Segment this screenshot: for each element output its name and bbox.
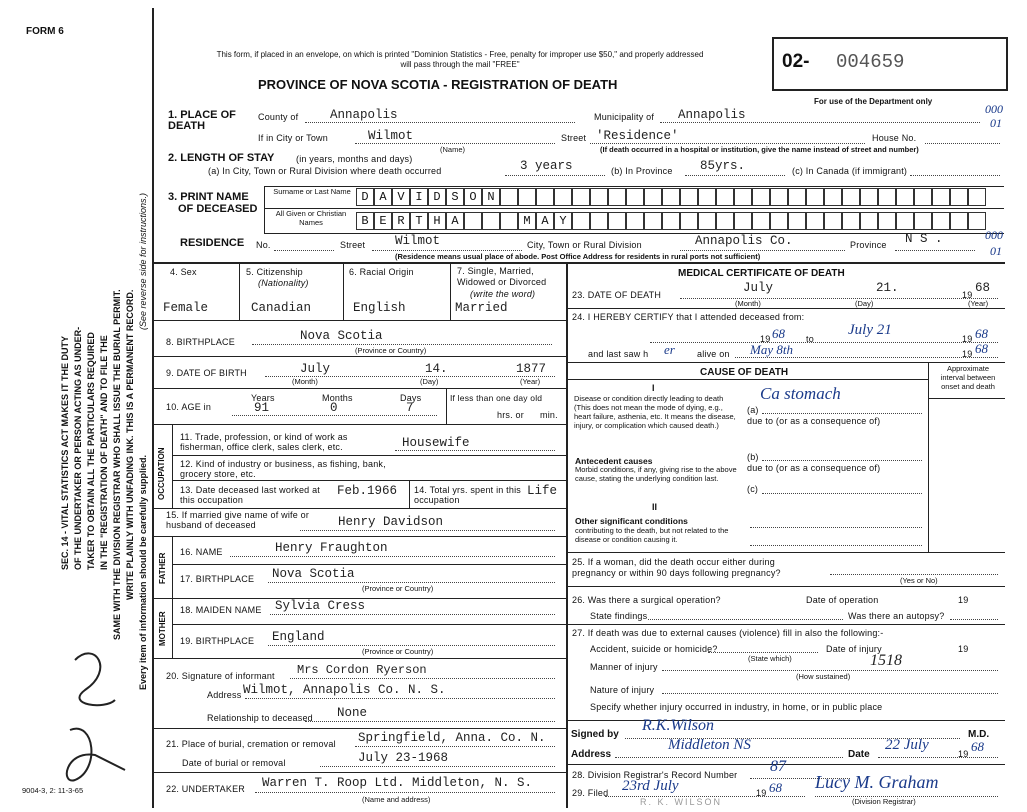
residence-city-value: Annapolis Co. bbox=[695, 234, 793, 248]
residence-province-label: Province bbox=[850, 240, 887, 250]
injury-date-label: Date of injury bbox=[826, 644, 882, 654]
stay-b-value: 85yrs. bbox=[700, 159, 746, 173]
sign-year: 68 bbox=[971, 739, 984, 754]
occupation-side-label: OCCUPATION bbox=[157, 447, 166, 500]
hrs-label: hrs. or bbox=[497, 410, 524, 420]
dept-code-2: 01 bbox=[990, 116, 1002, 130]
city-name-caption: (Name) bbox=[440, 145, 466, 154]
street-label: Street bbox=[561, 133, 587, 143]
name-letter-box bbox=[788, 212, 806, 230]
attend-to-label: to bbox=[806, 334, 814, 344]
autopsy-label: Was there an autopsy? bbox=[848, 611, 945, 621]
name-letter-box bbox=[752, 188, 770, 206]
physician-address-value: Middleton NS bbox=[668, 737, 751, 753]
mother-birthplace-caption: (Province or Country) bbox=[362, 647, 434, 656]
days-label: Days bbox=[400, 393, 422, 403]
citizenship-label: 5. Citizenship bbox=[246, 267, 303, 277]
side-instruction-6: WRITE PLAINLY WITH UNFADING INK. THIS IS A PERMANENT RECORD. bbox=[125, 289, 135, 600]
last-year: 68 bbox=[975, 341, 988, 356]
side-instruction-2: OF THE UNDERTAKER OR PERSON ACTING AS UNDER- bbox=[73, 326, 83, 570]
residence-note: (Residence means usual place of abode. Post Office Address for residents in rural ports not sufficient) bbox=[395, 252, 761, 261]
informant-address-value: Wilmot, Annapolis Co. N. S. bbox=[243, 683, 446, 697]
name-letter-box bbox=[572, 188, 590, 206]
name-letter-box: B bbox=[356, 212, 374, 230]
q28-label: 28. Division Registrar's Record Number bbox=[572, 770, 738, 780]
name-letter-box bbox=[500, 212, 518, 230]
accident-label: Accident, suicide or homicide? bbox=[590, 644, 718, 654]
name-letter-box bbox=[824, 212, 842, 230]
manner-label: Manner of injury bbox=[590, 662, 658, 672]
total-years-label: 14. Total yrs. spent in this occupation bbox=[414, 485, 521, 505]
name-letter-box bbox=[968, 212, 986, 230]
name-letter-box bbox=[968, 188, 986, 206]
name-letter-box bbox=[644, 212, 662, 230]
stay-label: 2. LENGTH OF STAY bbox=[168, 152, 275, 164]
spouse-label: 15. If married give name of wife or husband of deceased bbox=[166, 510, 310, 530]
alive-date: May 8th bbox=[750, 342, 793, 357]
medical-header: MEDICAL CERTIFICATE OF DEATH bbox=[678, 268, 845, 279]
father-birthplace-caption: (Province or Country) bbox=[362, 584, 434, 593]
q28-value: 87 bbox=[770, 758, 786, 775]
given-label: All Given or Christian Names bbox=[275, 209, 347, 227]
section-divider bbox=[152, 262, 1005, 264]
attend-to-year-prefix: 19 bbox=[962, 334, 973, 344]
part-one: I bbox=[652, 383, 655, 393]
alive-label: alive on bbox=[697, 349, 730, 359]
name-letter-box: O bbox=[464, 188, 482, 206]
name-letter-box bbox=[878, 188, 896, 206]
center-divider bbox=[566, 262, 568, 808]
stay-a-label: (a) In City, Town or Rural Division where death occurred bbox=[208, 166, 442, 176]
interval-header: Approximate interval between onset and death bbox=[940, 364, 996, 391]
stay-b-label: (b) In Province bbox=[611, 166, 673, 176]
dob-day-caption: (Day) bbox=[420, 377, 439, 386]
name-letter-box bbox=[590, 212, 608, 230]
dod-month: July bbox=[743, 281, 774, 295]
name-letter-box bbox=[572, 212, 590, 230]
name-letter-box bbox=[932, 212, 950, 230]
surname-label: Surname or Last Name bbox=[273, 187, 351, 196]
serial-prefix: 02- bbox=[782, 51, 810, 72]
burial-date-label: Date of burial or removal bbox=[182, 758, 286, 768]
sign-year-prefix: 19 bbox=[958, 749, 969, 759]
side-instruction-3: TAKER TO OBTAIN ALL THE PARTICULARS REQUIRED bbox=[86, 332, 96, 570]
residence-province-value: N S . bbox=[905, 232, 943, 246]
burial-label: 21. Place of burial, cremation or removal bbox=[166, 739, 336, 749]
last-worked-label: 13. Date deceased last worked at this occupation bbox=[180, 485, 320, 505]
md-label: M.D. bbox=[968, 729, 990, 740]
filed-year-prefix: 19 bbox=[756, 788, 767, 798]
name-letter-box bbox=[644, 188, 662, 206]
name-letter-box bbox=[518, 188, 536, 206]
undertaker-value: Warren T. Roop Ltd. Middleton, N. S. bbox=[262, 776, 533, 790]
side-instruction-8: (See reverse side for instructions.) bbox=[138, 192, 148, 330]
trade-label: 11. Trade, profession, or kind of work as fisherman, office clerk, sales clerk, etc. bbox=[180, 432, 348, 452]
name-letter-box bbox=[554, 188, 572, 206]
last-worked-value: Feb.1966 bbox=[337, 484, 398, 498]
yes-no-caption: (Yes or No) bbox=[900, 576, 938, 585]
dob-year-caption: (Year) bbox=[520, 377, 541, 386]
citizenship-value: Canadian bbox=[251, 301, 312, 315]
main-frame-left bbox=[152, 8, 154, 808]
q26-label: 26. Was there a surgical operation? bbox=[572, 595, 721, 605]
name-letter-box bbox=[770, 212, 788, 230]
name-letter-box bbox=[608, 212, 626, 230]
residence-no-label: No. bbox=[256, 240, 271, 250]
stay-a-value: 3 years bbox=[520, 159, 573, 173]
dob-month-caption: (Month) bbox=[292, 377, 318, 386]
name-letter-box bbox=[842, 212, 860, 230]
side-instruction-4: IN THE "REGISTRATION OF DEATH" AND TO FILE THE bbox=[99, 335, 109, 570]
form-title: PROVINCE OF NOVA SCOTIA - REGISTRATION OF DEATH bbox=[258, 77, 618, 92]
dob-month: July bbox=[300, 362, 331, 376]
state-findings-label: State findings bbox=[590, 611, 648, 621]
stay-sub: (in years, months and days) bbox=[296, 154, 413, 164]
due-to-2: due to (or as a consequence of) bbox=[747, 463, 881, 473]
operation-year-prefix: 19 bbox=[958, 595, 969, 605]
q29-label: 29. Filed bbox=[572, 788, 609, 798]
maiden-name-label: 18. MAIDEN NAME bbox=[180, 605, 262, 615]
dod-month-caption: (Month) bbox=[735, 299, 761, 308]
name-letter-box: A bbox=[374, 188, 392, 206]
father-name-label: 16. NAME bbox=[180, 547, 223, 557]
attend-to-date: July 21 bbox=[848, 322, 892, 338]
residence-city-label: City, Town or Rural Division bbox=[527, 240, 642, 250]
marginal-signature bbox=[55, 630, 145, 800]
name-letter-box bbox=[806, 212, 824, 230]
filed-year: 68 bbox=[769, 780, 782, 795]
cause-header: CAUSE OF DEATH bbox=[700, 367, 789, 378]
sign-date-label: Date bbox=[848, 749, 870, 760]
cause-a-label: (a) bbox=[747, 405, 759, 415]
trade-value: Housewife bbox=[402, 436, 470, 450]
marital-value: Married bbox=[455, 301, 508, 315]
physician-address-label: Address bbox=[571, 749, 612, 760]
name-letter-box bbox=[842, 188, 860, 206]
residence-code-1: 000 bbox=[985, 228, 1003, 242]
sex-value: Female bbox=[163, 301, 209, 315]
name-letter-box: S bbox=[446, 188, 464, 206]
hospital-note: (If death occurred in a hospital or institution, give the name instead of street and number) bbox=[600, 145, 919, 154]
dod-day-caption: (Day) bbox=[855, 299, 874, 308]
registrar-signature: Lucy M. Graham bbox=[815, 772, 939, 792]
name-letter-box bbox=[860, 212, 878, 230]
cause-c-label: (c) bbox=[747, 484, 759, 494]
name-letter-box bbox=[500, 188, 518, 206]
marital-label: 7. Single, Married, Widowed or Divorced bbox=[457, 266, 547, 287]
attend-label: 24. I HEREBY CERTIFY that I attended deceased from: bbox=[572, 312, 805, 322]
mail-notice: This form, if placed in an envelope, on which is printed "Dominion Statistics - Free, penalty for improper use $50," and properly addressed will pass through the mail "FREE" bbox=[216, 50, 704, 69]
name-letter-box bbox=[626, 212, 644, 230]
name-letter-box bbox=[662, 212, 680, 230]
birthplace-label: 8. BIRTHPLACE bbox=[166, 337, 235, 347]
mother-side-label: MOTHER bbox=[158, 611, 167, 646]
q25-label: 25. If a woman, did the death occur either during pregnancy or within 90 days following pregnancy? bbox=[572, 557, 781, 578]
name-letter-box bbox=[536, 188, 554, 206]
dod-day: 21. bbox=[876, 281, 899, 295]
name-letter-box bbox=[806, 188, 824, 206]
undertaker-label: 22. UNDERTAKER bbox=[166, 784, 245, 794]
informant-sig-label: 20. Signature of informant bbox=[166, 671, 275, 681]
name-letter-box bbox=[662, 188, 680, 206]
age-days: 7 bbox=[406, 401, 414, 415]
name-label-1: 3. PRINT NAME bbox=[168, 191, 249, 203]
name-letter-box bbox=[950, 188, 968, 206]
how-sustained-caption: (How sustained) bbox=[796, 672, 851, 681]
min-label: min. bbox=[540, 410, 558, 420]
father-name-value: Henry Fraughton bbox=[275, 541, 388, 555]
county-label: County of bbox=[258, 112, 299, 122]
name-letter-box bbox=[698, 188, 716, 206]
name-letter-box bbox=[716, 212, 734, 230]
residence-label: RESIDENCE bbox=[180, 237, 245, 249]
name-letter-box bbox=[914, 212, 932, 230]
attend-to-year: 68 bbox=[975, 326, 988, 341]
birthplace-value: Nova Scotia bbox=[300, 329, 383, 343]
other-conditions-label: Other significant conditions bbox=[575, 516, 688, 526]
physician-stamp: R. K. WILSON bbox=[640, 797, 723, 807]
name-letter-box bbox=[878, 212, 896, 230]
informant-sig-value: Mrs Cordon Ryerson bbox=[297, 663, 427, 677]
months-label: Months bbox=[322, 393, 353, 403]
place-label: 1. PLACE OF DEATH bbox=[168, 109, 236, 132]
antecedent-sub: Morbid conditions, if any, giving rise to the above cause, stating the underlying condition last. bbox=[575, 465, 737, 483]
side-instruction-5: SAME WITH THE DIVISION REGISTRAR WHO SHALL ISSUE THE BURIAL PERMIT. bbox=[112, 289, 122, 640]
name-letter-box bbox=[680, 188, 698, 206]
residence-code-2: 01 bbox=[990, 244, 1002, 258]
years-label: Years bbox=[251, 393, 275, 403]
name-letter-box bbox=[680, 212, 698, 230]
name-letter-box: T bbox=[410, 212, 428, 230]
dept-code-1: 000 bbox=[985, 102, 1003, 116]
name-letter-box: E bbox=[374, 212, 392, 230]
name-letter-box bbox=[698, 212, 716, 230]
age-months: 0 bbox=[330, 401, 338, 415]
name-label-2: OF DECEASED bbox=[178, 203, 258, 215]
name-letter-box bbox=[788, 188, 806, 206]
age-label: 10. AGE in bbox=[166, 402, 212, 412]
name-letter-box bbox=[896, 188, 914, 206]
business-label: 12. Kind of industry or business, as fishing, bank, grocery store, etc. bbox=[180, 459, 386, 479]
name-letter-box bbox=[824, 188, 842, 206]
name-letter-box bbox=[770, 188, 788, 206]
signed-label: Signed by bbox=[571, 729, 619, 740]
city-label: If in City or Town bbox=[258, 133, 328, 143]
dod-year-prefix: 19 bbox=[962, 290, 973, 300]
state-which-caption: (State which) bbox=[748, 654, 792, 663]
serial-box bbox=[772, 37, 1008, 91]
stay-c-label: (c) In Canada (if immigrant) bbox=[792, 166, 908, 176]
name-letter-box: N bbox=[482, 188, 500, 206]
name-letter-box bbox=[860, 188, 878, 206]
name-letter-box bbox=[608, 188, 626, 206]
spouse-value: Henry Davidson bbox=[338, 515, 444, 529]
dob-day: 14. bbox=[425, 362, 448, 376]
form-number: FORM 6 bbox=[26, 26, 64, 37]
dob-year: 1877 bbox=[516, 362, 547, 376]
last-saw-pronoun: er bbox=[664, 342, 675, 357]
citizenship-sub: (Nationality) bbox=[258, 278, 309, 288]
residence-street-value: Wilmot bbox=[395, 234, 441, 248]
racial-value: English bbox=[353, 301, 406, 315]
birthplace-caption: (Province or Country) bbox=[355, 346, 427, 355]
name-letter-box: V bbox=[392, 188, 410, 206]
name-letter-box bbox=[896, 212, 914, 230]
name-letter-box: I bbox=[410, 188, 428, 206]
last-year-prefix: 19 bbox=[962, 349, 973, 359]
part-two: II bbox=[652, 502, 658, 512]
mother-birthplace-label: 19. BIRTHPLACE bbox=[180, 636, 255, 646]
dod-label: 23. DATE OF DEATH bbox=[572, 290, 662, 300]
name-letter-box: A bbox=[536, 212, 554, 230]
name-letter-box bbox=[716, 188, 734, 206]
county-value: Annapolis bbox=[330, 108, 398, 122]
direct-cause-label: Disease or condition directly leading to death (This does not mean the mode of dying, e.g., heart failure, asthenia, etc. It means the disease, injury, or complication which caused death.) bbox=[574, 394, 736, 430]
injury-year-prefix: 19 bbox=[958, 644, 969, 654]
filed-date: 23rd July bbox=[622, 778, 679, 794]
antecedent-label: Antecedent causes bbox=[575, 456, 653, 466]
last-saw-label: and last saw h bbox=[588, 349, 649, 359]
residence-street-label: Street bbox=[340, 240, 366, 250]
attend-from-prefix: 19 bbox=[760, 334, 771, 344]
serial-number: 004659 bbox=[836, 51, 905, 73]
maiden-name-value: Sylvia Cress bbox=[275, 599, 366, 613]
sex-label: 4. Sex bbox=[170, 267, 197, 277]
street-value: 'Residence' bbox=[596, 129, 679, 143]
q27-label: 27. If death was due to external causes (violence) fill in also the following:- bbox=[572, 628, 884, 638]
name-letter-box: D bbox=[356, 188, 374, 206]
relationship-label: Relationship to deceased bbox=[207, 713, 313, 723]
municipality-label: Municipality of bbox=[594, 112, 655, 122]
signed-value: R.K.Wilson bbox=[642, 717, 715, 734]
other-conditions-sub: contributing to the death, but not related to the disease or condition causing it. bbox=[575, 526, 729, 544]
form-code: 9004-3, 2: 11-3-65 bbox=[22, 786, 84, 795]
name-letter-box bbox=[950, 212, 968, 230]
name-letter-box bbox=[752, 212, 770, 230]
city-value: Wilmot bbox=[368, 129, 414, 143]
dod-year: 68 bbox=[975, 281, 991, 295]
name-letter-box bbox=[932, 188, 950, 206]
name-letter-box bbox=[464, 212, 482, 230]
registrar-caption: (Division Registrar) bbox=[852, 797, 916, 806]
due-to-1: due to (or as a consequence of) bbox=[747, 416, 881, 426]
specify-label: Specify whether injury occurred in industry, in home, or in public place bbox=[590, 702, 883, 712]
operation-date-label: Date of operation bbox=[806, 595, 879, 605]
cause-b-label: (b) bbox=[747, 452, 759, 462]
attend-from-year: 68 bbox=[772, 326, 785, 341]
name-letter-box: R bbox=[392, 212, 410, 230]
undertaker-caption: (Name and address) bbox=[362, 795, 431, 804]
name-letter-box bbox=[734, 212, 752, 230]
name-letter-box bbox=[590, 188, 608, 206]
marital-sub: (write the word) bbox=[470, 289, 536, 299]
name-letter-box bbox=[734, 188, 752, 206]
manner-value: 1518 bbox=[870, 652, 902, 669]
name-letter-box: H bbox=[428, 212, 446, 230]
municipality-value: Annapolis bbox=[678, 108, 746, 122]
father-side-label: FATHER bbox=[158, 552, 167, 584]
side-instruction-1: SEC. 14 - VITAL STATISTICS ACT MAKES IT THE DUTY bbox=[60, 335, 70, 570]
dod-year-caption: (Year) bbox=[968, 299, 989, 308]
house-no-label: House No. bbox=[872, 133, 917, 143]
name-letter-box: A bbox=[446, 212, 464, 230]
total-years-value: Life bbox=[527, 484, 558, 498]
dept-use-label: For use of the Department only bbox=[814, 97, 933, 106]
name-letter-box bbox=[482, 212, 500, 230]
name-letter-box: Y bbox=[554, 212, 572, 230]
sign-date-value: 22 July bbox=[885, 737, 929, 753]
informant-address-label: Address bbox=[207, 690, 242, 700]
under-day-label: If less than one day old bbox=[450, 393, 543, 403]
name-letter-box bbox=[626, 188, 644, 206]
burial-date: July 23-1968 bbox=[358, 751, 449, 765]
cause-a-value: Ca stomach bbox=[760, 384, 841, 403]
name-letter-box bbox=[914, 188, 932, 206]
name-letter-box: M bbox=[518, 212, 536, 230]
nature-label: Nature of injury bbox=[590, 685, 655, 695]
father-birthplace-value: Nova Scotia bbox=[272, 567, 355, 581]
burial-place: Springfield, Anna. Co. N. bbox=[358, 731, 546, 745]
mother-birthplace-value: England bbox=[272, 630, 325, 644]
relationship-value: None bbox=[337, 706, 368, 720]
dob-label: 9. DATE OF BIRTH bbox=[166, 368, 247, 378]
father-birthplace-label: 17. BIRTHPLACE bbox=[180, 574, 255, 584]
side-instruction-7: Every item of information should be carefully supplied. bbox=[138, 454, 148, 690]
name-letter-box: D bbox=[428, 188, 446, 206]
racial-label: 6. Racial Origin bbox=[349, 267, 414, 277]
age-years: 91 bbox=[254, 401, 270, 415]
